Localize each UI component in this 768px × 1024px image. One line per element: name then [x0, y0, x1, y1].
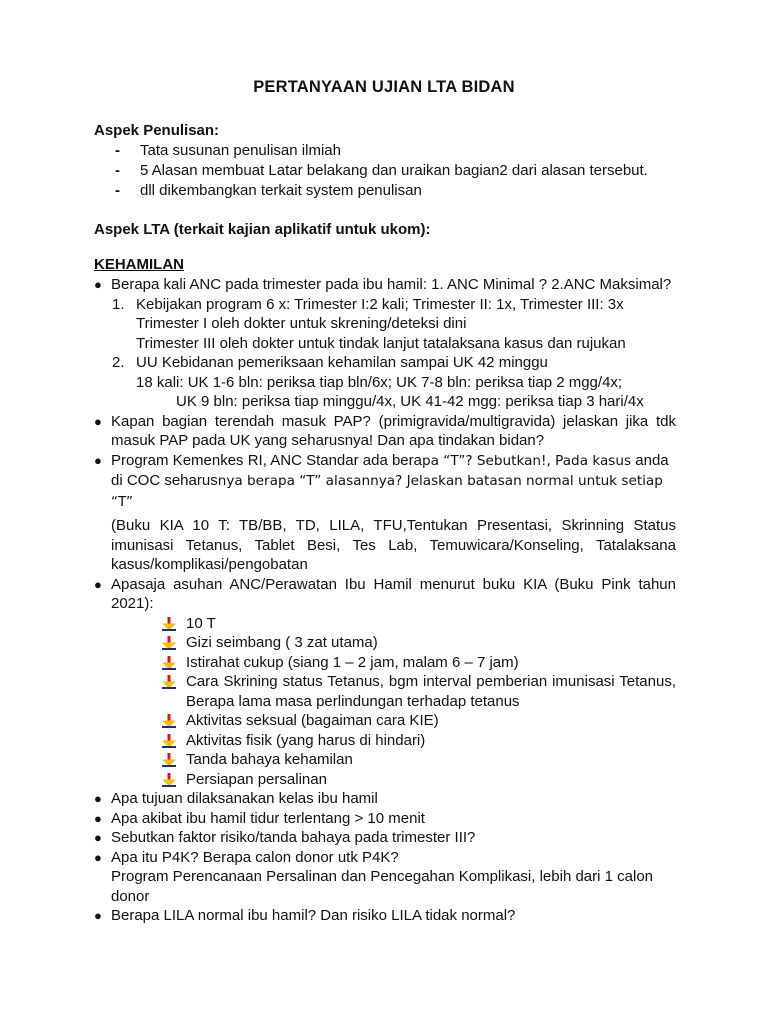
list-item: ● Program Kemenkes RI, ANC Standar ada berapa “T”? Sebutkan!, Pada kasus anda di COC seharusnya berapa “T” alasannya? Jelaskan batasan normal untuk setiap “T” (Buku KIA 10 T: TB/BB, TD, LILA, TFU,Tentukan Presentasi, Skrinning Status imunisasi Tetanus, Tablet Besi, Tes Lab, Temuwicara/Konseling, Tatalaksana kasus/komplikasi/pengobatan	[94, 451, 676, 573]
down-arrow-bullet-icon	[162, 675, 176, 689]
list-item: Aktivitas seksual (bagaiman cara KIE)	[94, 711, 676, 731]
list-item: ● Apa tujuan dilaksanakan kelas ibu hamil	[94, 790, 378, 807]
list-item: Istirahat cukup (siang 1 – 2 jam, malam 6 – 7 jam)	[94, 653, 676, 673]
disc-bullet-icon: ●	[94, 810, 102, 826]
down-arrow-bullet-icon	[162, 656, 176, 670]
kehamilan-section	[94, 275, 676, 926]
list-item: 10 T	[94, 614, 676, 634]
dash-bullet-icon: -	[115, 162, 120, 179]
disc-bullet-icon: ●	[94, 908, 102, 923]
down-arrow-bullet-icon	[162, 636, 176, 650]
disc-bullet-icon: ●	[94, 791, 102, 806]
list-item: ● Apa itu P4K? Berapa calon donor utk P4K? Program Perencanaan Persalinan dan Pencegahan Komplikasi, lebih dari 1 calon donor	[94, 848, 654, 905]
list-item: ● Apa akibat ibu hamil tidur terlentang > 10 menit	[94, 809, 425, 827]
down-arrow-bullet-icon	[162, 617, 176, 631]
dash-bullet-icon: -	[115, 142, 120, 159]
kehamilan-heading: KEHAMILAN	[94, 256, 184, 273]
list-item: ● Apasaja asuhan ANC/Perawatan Ibu Hamil menurut buku KIA (Buku Pink tahun 2021):	[94, 575, 676, 612]
down-arrow-bullet-icon	[162, 773, 176, 787]
list-item: Tanda bahaya kehamilan	[94, 750, 676, 770]
list-item: Persiapan persalinan	[94, 770, 676, 790]
disc-bullet-icon: ●	[94, 452, 102, 468]
disc-bullet-icon: ●	[94, 413, 102, 429]
down-arrow-bullet-icon	[162, 714, 176, 728]
asuhan-anc-list	[94, 614, 676, 790]
disc-bullet-icon: ●	[94, 277, 102, 292]
list-item: ● Berapa LILA normal ibu hamil? Dan risiko LILA tidak normal?	[94, 907, 516, 924]
list-item: ● Kapan bagian terendah masuk PAP? (primigravida/multigravida) jelaskan jika tdk masuk PAP pada UK yang seharusnya! Dan apa tindakan bidan?	[94, 412, 676, 449]
aspek-lta-heading: Aspek LTA (terkait kajian aplikatif untuk ukom):	[94, 221, 431, 238]
document-page: PERTANYAAN UJIAN LTA BIDAN Aspek Penulisan: - Tata susunan penulisan ilmiah - 5 Alasan membuat Latar belakang dan uraikan bagian2 dari alasan tersebut. - dll dikembangkan terkait system penulisan Aspek LTA (terkait kajian aplikatif untuk ukom): KEHAMILAN ● Berapa kali ANC pada trimester pada ibu hamil: 1. ANC Minimal ? 2.ANC Maksimal? 1. Kebijakan program 6 x: Trimester I:2 kali; Trimester II: 1x, Trimester III: 3x Trimester I oleh dokter untuk skrening/deteksi dini Trimester III oleh dokter untuk tindak lanjut tatalaksana kasus dan rujukan 2. UU Kebidanan pemeriksaan kehamilan sampai UK 42 minggu 18 kali: UK 1-6 bln: periksa tiap bln/6x; UK 7-8 bln: periksa tiap 2 mgg/4x; UK 9 bln: periksa tiap minggu/4x, UK 41-42 mgg: periksa tiap 3 hari/4x ● Kapan bagian terendah masuk PAP? (primigravida/multigravida) jelaskan jika tdk masuk PAP pada UK yang seharusnya! Dan apa tindakan bidan? ● Program Kemenkes RI, ANC Standar ada berapa “T”? Sebutkan!, Pada kasus anda di COC seharusnya berapa “T” alasannya? Jelaskan batasan normal untuk setiap “T” (Buku KIA 10 T: TB/BB, TD, LILA, TFU,Tentukan Presentasi, Skrinning Status imunisasi Tetanus, Tablet Besi, Tes Lab, Temuwicara/Konseling, Tatalaksana kasus/komplikasi/pengobatan ● Apasaja asuhan ANC/Perawatan Ibu Hamil menurut buku KIA (Buku Pink tahun 2021): 10 T Gizi seimbang ( 3 zat utama) Istirahat cukup (siang 1 – 2 jam, malam 6 – 7 jam) Cara Skrining status Tetanus, bgm interval pemberian imunisasi Tetanus, Berapa lama masa perlindungan terhadap tetanus Aktivitas seksual (bagaiman cara KIE) Aktivitas fisik (yang harus di hindari) Tanda bahaya kehamilan Persiapan persalinan ● Apa tujuan dilaksanakan kelas ibu hamil ● Apa akibat ibu hamil tidur terlentang > 10 menit ● Sebutkan faktor risiko/tanda bahaya pada trimester III? ● Apa itu P4K? Berapa calon donor utk P4K? Program Perencanaan Persalinan dan Pencegahan Komplikasi, lebih dari 1 calon donor ● Berapa LILA normal ibu hamil? Dan risiko LILA tidak normal?	[0, 0, 768, 1024]
numbered-item: 1. Kebijakan program 6 x: Trimester I:2 kali; Trimester II: 1x, Trimester III: 3x Trimester I oleh dokter untuk skrening/deteksi dini Trimester III oleh dokter untuk tindak lanjut tatalaksana kasus dan rujukan	[112, 295, 626, 352]
list-item: Cara Skrining status Tetanus, bgm interval pemberian imunisasi Tetanus, Berapa lama masa perlindungan terhadap tetanus	[94, 672, 676, 711]
list-item: ● Sebutkan faktor risiko/tanda bahaya pada trimester III?	[94, 829, 476, 846]
list-item: Gizi seimbang ( 3 zat utama)	[94, 633, 676, 653]
numbered-item: 2. UU Kebidanan pemeriksaan kehamilan sampai UK 42 minggu 18 kali: UK 1-6 bln: periksa tiap bln/6x; UK 7-8 bln: periksa tiap 2 mgg/4x; UK 9 bln: periksa tiap minggu/4x, UK 41-42 mgg: periksa tiap 3 hari/4x	[112, 354, 644, 410]
list-item: ● Berapa kali ANC pada trimester pada ibu hamil: 1. ANC Minimal ? 2.ANC Maksimal?	[94, 276, 672, 293]
disc-bullet-icon: ●	[94, 849, 102, 865]
disc-bullet-icon: ●	[94, 830, 102, 845]
list-item: Aktivitas fisik (yang harus di hindari)	[94, 731, 676, 751]
disc-bullet-icon: ●	[94, 576, 102, 592]
down-arrow-bullet-icon	[162, 734, 176, 748]
document-title: PERTANYAAN UJIAN LTA BIDAN	[253, 78, 515, 96]
down-arrow-bullet-icon	[162, 753, 176, 767]
dash-bullet-icon: -	[115, 182, 120, 199]
aspek-penulisan-heading: Aspek Penulisan:	[94, 122, 220, 139]
